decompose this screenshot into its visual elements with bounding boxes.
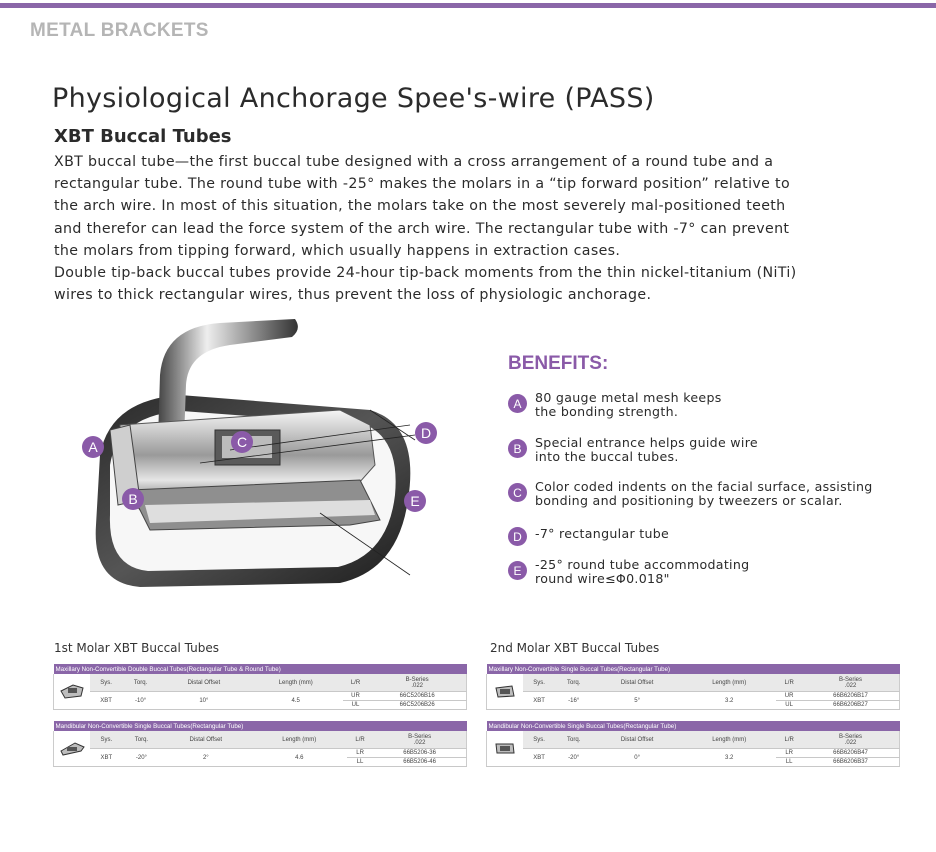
benefit-line: Special entrance helps guide wire: [535, 435, 758, 450]
cell-lr: LR: [776, 749, 802, 758]
header-sys: Sys.: [90, 731, 123, 749]
cell-sys: XBT: [90, 749, 123, 767]
cell-distal: 10°: [159, 692, 249, 710]
header-length: Length (mm): [682, 731, 776, 749]
cell-length: 3.2: [682, 749, 776, 767]
header-distal: Distal Offset: [592, 674, 682, 692]
callout-b: [122, 488, 144, 510]
table-caption: Maxillary Non-Convertible Double Buccal Tubes(Rectangular Tube & Round Tube): [54, 664, 467, 674]
cell-length: 3.2: [682, 692, 776, 710]
cell-torq: -20°: [123, 749, 160, 767]
benefit-item-e: [508, 558, 865, 587]
benefit-line: -25° round tube accommodating: [535, 557, 750, 572]
header-series: B-Series .022: [802, 731, 899, 749]
svg-text:D: D: [420, 425, 432, 441]
top-accent-bar: [0, 3, 936, 8]
header-distal: Distal Offset: [592, 731, 682, 749]
benefit-item-d: [508, 524, 865, 546]
description: [54, 151, 814, 306]
header-length: Length (mm): [249, 674, 343, 692]
spec-table-1st-maxillary: [53, 664, 467, 710]
header-lr: L/R: [343, 674, 369, 692]
cell-lr: UR: [343, 692, 369, 701]
header-lr: L/R: [776, 674, 802, 692]
cell-length: 4.5: [249, 692, 343, 710]
cell-sys: XBT: [523, 749, 555, 767]
header-torq: Torq.: [555, 731, 592, 749]
header-series: B-Series .022: [368, 674, 466, 692]
cell-code: 66B5206-36: [373, 749, 466, 758]
svg-text:C: C: [236, 434, 248, 450]
cell-code: 66B6206B37: [802, 758, 899, 767]
page-subtitle: XBT Buccal Tubes: [54, 126, 232, 147]
benefit-line: bonding and positioning by tweezers or scalar.: [535, 493, 843, 509]
benefit-item-a: [508, 391, 865, 420]
cell-lr: UL: [776, 701, 802, 710]
benefit-item-b: [508, 436, 865, 465]
benefit-line: -7° rectangular tube: [535, 526, 670, 541]
cell-lr: UR: [776, 692, 802, 701]
spec-table-1st-mandibular: [53, 721, 467, 767]
callout-e: [404, 490, 426, 512]
cell-sys: XBT: [523, 692, 555, 710]
header-lr: L/R: [776, 731, 802, 749]
benefit-line: 80 gauge metal mesh keeps: [535, 390, 722, 405]
benefit-line: the bonding strength.: [535, 404, 679, 420]
page-title: Physiological Anchorage Spee's-wire (PASS): [52, 83, 655, 114]
tube-thumbnail: [487, 731, 524, 767]
benefit-badge: A: [508, 394, 527, 413]
header-sys: Sys.: [523, 731, 555, 749]
header-torq: Torq.: [123, 731, 160, 749]
benefit-line: into the buccal tubes.: [535, 449, 679, 465]
tube-thumbnail: [54, 674, 91, 710]
cell-lr: UL: [343, 701, 369, 710]
header-lr: L/R: [347, 731, 373, 749]
benefit-badge: B: [508, 439, 527, 458]
first-molar-title: 1st Molar XBT Buccal Tubes: [54, 641, 220, 655]
cell-code: 66C5206B26: [368, 701, 466, 710]
benefit-line: Color coded indents on the facial surface, assisting: [535, 479, 873, 494]
spec-table-2nd-maxillary: [486, 664, 900, 710]
tube-thumbnail: [487, 674, 524, 710]
svg-text:A: A: [88, 439, 98, 455]
cell-distal: 2°: [160, 749, 251, 767]
table-caption: Mandibular Non-Convertible Single Buccal Tubes(Rectangular Tube): [487, 721, 900, 731]
second-molar-title: 2nd Molar XBT Buccal Tubes: [490, 641, 660, 655]
benefit-badge: C: [508, 483, 527, 502]
header-series: B-Series .022: [802, 674, 899, 692]
header-length: Length (mm): [682, 674, 776, 692]
description-paragraph-1: XBT buccal tube—the first buccal tube designed with a cross arrangement of a round tube and a rectangular tube. The round tube with -25° makes the molars in a “tip forward position” relative to the arch wire. In most of this situation, the molars take on the most severely mal-positioned teeth and therefor can lead the force system of the arch wire. The rectangular tube with -7° can prevent the molars from tipping forward, which usually happens in extraction cases.: [54, 154, 790, 259]
cell-code: 66C5206B16: [368, 692, 466, 701]
cell-lr: LL: [776, 758, 802, 767]
benefit-badge: E: [508, 561, 527, 580]
header-series: B-Series .022: [373, 731, 466, 749]
cell-code: 66B6206B47: [802, 749, 899, 758]
svg-text:B: B: [128, 491, 138, 507]
cell-code: 66B6206B17: [802, 692, 899, 701]
cell-distal: 0°: [592, 749, 682, 767]
callout-c: [231, 431, 253, 453]
benefit-line: round wire≤Φ0.018": [535, 571, 670, 587]
cell-lr: LR: [347, 749, 373, 758]
table-caption: Maxillary Non-Convertible Single Buccal Tubes(Rectangular Tube): [487, 664, 900, 674]
cell-code: 66B6206B27: [802, 701, 899, 710]
buccal-tube-illustration: [70, 315, 450, 600]
header-distal: Distal Offset: [159, 674, 249, 692]
svg-text:E: E: [410, 493, 420, 509]
benefits-title: BENEFITS:: [508, 353, 609, 374]
cell-torq: -20°: [555, 749, 592, 767]
callout-a: [82, 436, 104, 458]
header-torq: Torq.: [122, 674, 159, 692]
benefit-badge: D: [508, 527, 527, 546]
header-length: Length (mm): [252, 731, 347, 749]
spec-table-2nd-mandibular: [486, 721, 900, 767]
header-torq: Torq.: [555, 674, 592, 692]
cell-distal: 5°: [592, 692, 682, 710]
tube-thumbnail: [54, 731, 91, 767]
description-paragraph-2: Double tip-back buccal tubes provide 24-hour tip-back moments from the thin nickel-titanium (NiTi) wires to thick rectangular wires, thus prevent the loss of physiologic anchorage.: [54, 265, 797, 304]
header-sys: Sys.: [523, 674, 555, 692]
cell-torq: -10°: [122, 692, 159, 710]
table-caption: Mandibular Non-Convertible Single Buccal Tubes(Rectangular Tube): [54, 721, 467, 731]
header-sys: Sys.: [90, 674, 122, 692]
cell-length: 4.6: [252, 749, 347, 767]
cell-torq: -16°: [555, 692, 592, 710]
benefit-item-c: [508, 480, 895, 509]
cell-lr: LL: [347, 758, 373, 767]
cell-sys: XBT: [90, 692, 122, 710]
header-distal: Distal Offset: [160, 731, 251, 749]
cell-code: 66B5206-46: [373, 758, 466, 767]
callout-d: [415, 422, 437, 444]
section-label: METAL BRACKETS: [30, 20, 209, 41]
